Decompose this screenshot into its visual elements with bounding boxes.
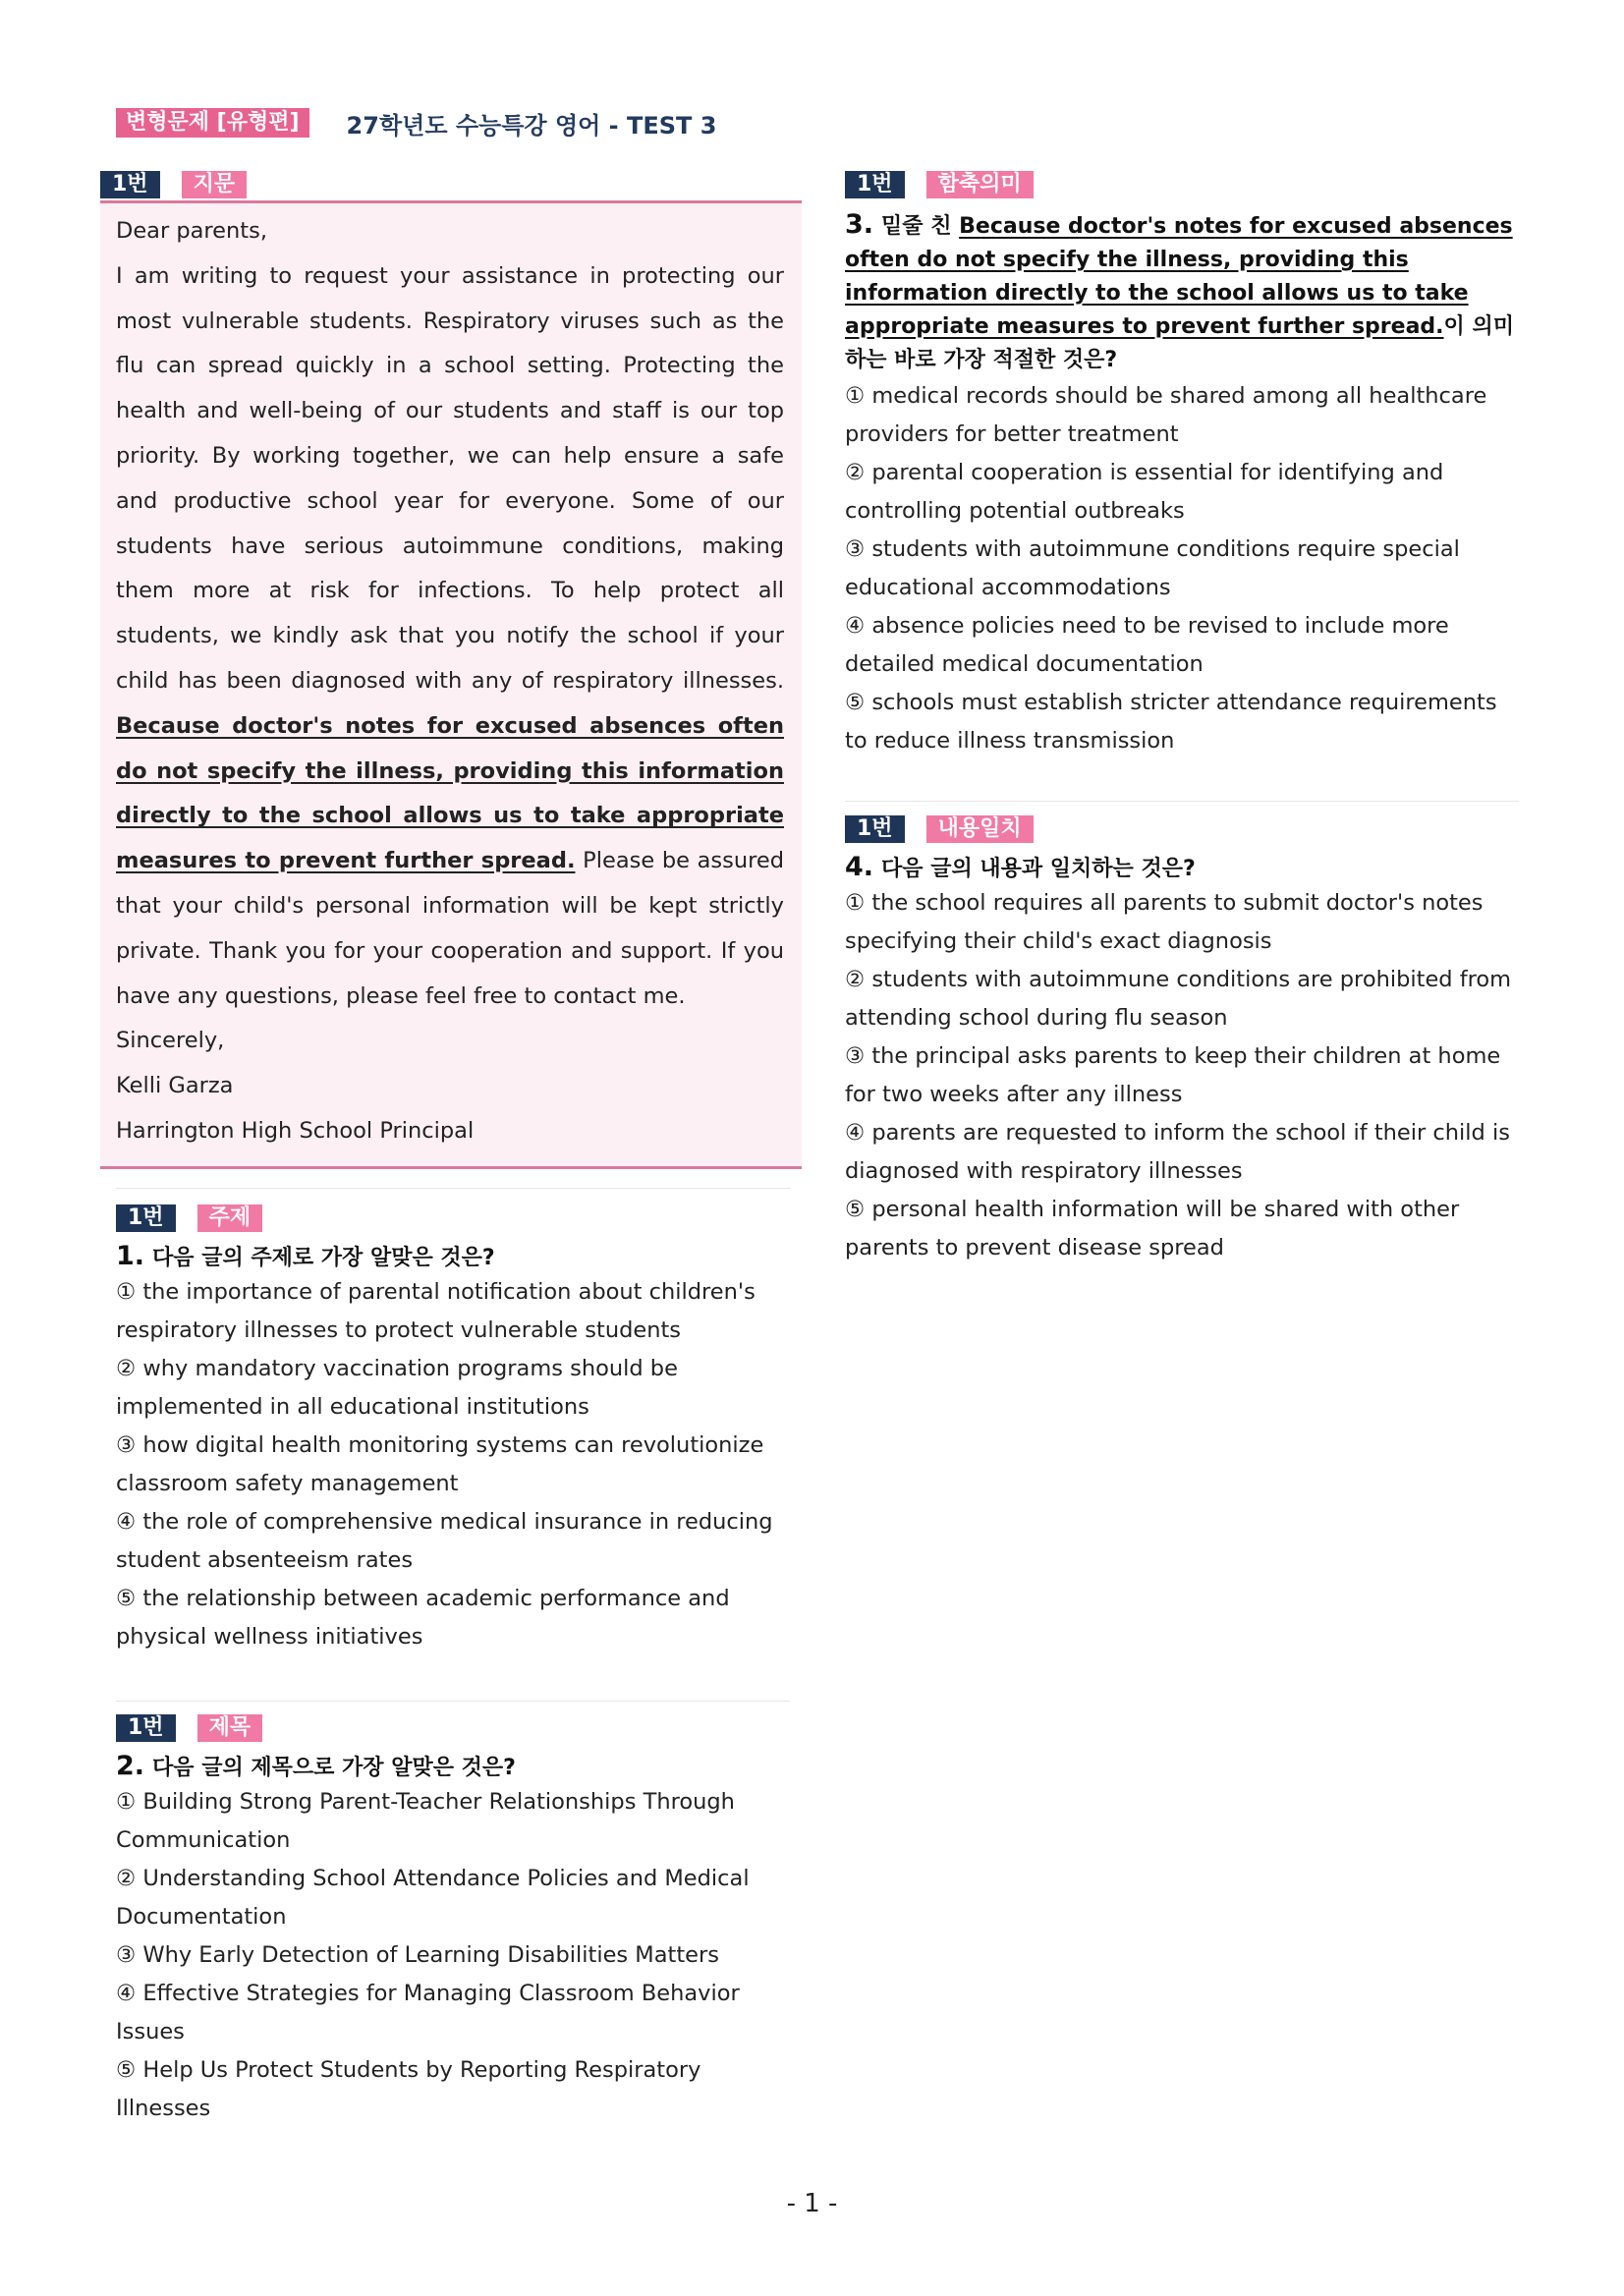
question-1-text: 다음 글의 주제로 가장 알맞은 것은? bbox=[152, 1246, 495, 1270]
option[interactable]: ③ how digital health monitoring systems can revolutionize classroom safety management bbox=[116, 1432, 764, 1496]
question-1-number-tag: 1번 bbox=[116, 1204, 176, 1232]
question-3-title bbox=[845, 208, 1519, 377]
passage-signature-role: Harrington High School Principal bbox=[116, 1117, 475, 1144]
question-3-prefix: 밑줄 친 bbox=[881, 214, 952, 239]
question-2 bbox=[116, 1714, 790, 2128]
question-3 bbox=[845, 171, 1519, 760]
question-4-type-label: 내용일치 bbox=[926, 815, 1034, 843]
question-4-number: 4. bbox=[845, 852, 874, 882]
page-header bbox=[116, 108, 716, 138]
option[interactable]: ② why mandatory vaccination programs should be implemented in all educational institutions bbox=[116, 1356, 678, 1420]
option[interactable]: ② parental cooperation is essential for identifying and controlling potential outbreaks bbox=[845, 460, 1444, 524]
question-1-options bbox=[116, 1273, 790, 1656]
divider bbox=[116, 1701, 790, 1702]
question-4-options bbox=[845, 884, 1519, 1267]
question-4-title bbox=[845, 853, 1519, 884]
page-number: - 1 - bbox=[786, 2189, 838, 2218]
worksheet-type-tag: 변형문제 [유형편] bbox=[116, 108, 309, 138]
option[interactable]: ① the school requires all parents to submit doctor's notes specifying their child's exact diagnosis bbox=[845, 890, 1484, 954]
option[interactable]: ⑤ schools must establish stricter attendance requirements to reduce illness transmission bbox=[845, 690, 1497, 754]
question-1-type-label: 주제 bbox=[197, 1204, 263, 1232]
question-1-number: 1. bbox=[116, 1241, 145, 1271]
passage-text bbox=[116, 209, 784, 1154]
question-4-text: 다음 글의 내용과 일치하는 것은? bbox=[881, 857, 1196, 881]
option[interactable]: ① Building Strong Parent-Teacher Relationships Through Communication bbox=[116, 1789, 735, 1853]
option[interactable]: ④ the role of comprehensive medical insurance in reducing student absenteeism rates bbox=[116, 1509, 773, 1573]
question-4-labels bbox=[845, 815, 1519, 843]
question-3-number: 3. bbox=[845, 209, 874, 240]
question-2-number-tag: 1번 bbox=[116, 1714, 176, 1742]
question-3-number-tag: 1번 bbox=[845, 171, 905, 198]
option[interactable]: ⑤ Help Us Protect Students by Reporting Respiratory Illnesses bbox=[116, 2057, 701, 2121]
question-1-title bbox=[116, 1242, 790, 1273]
option[interactable]: ③ students with autoimmune conditions require special educational accommodations bbox=[845, 536, 1460, 600]
option[interactable]: ④ absence policies need to be revised to include more detailed medical documentation bbox=[845, 613, 1449, 677]
passage-label: 지문 bbox=[182, 171, 248, 198]
passage-underlined-sentence: Because doctor's notes for excused absences often do not specify the illness, providing this information directly to the school allows us to take appropriate measures to prevent further spread. bbox=[116, 712, 784, 874]
option[interactable]: ⑤ personal health information will be shared with other parents to prevent disease spread bbox=[845, 1197, 1460, 1260]
option[interactable]: ⑤ the relationship between academic performance and physical wellness initiatives bbox=[116, 1586, 730, 1650]
passage-body-after: Please be assured that your child's personal information will be kept strictly private. Thank you for your cooperation and support. If you have any questions, please feel free to contact me. bbox=[116, 848, 784, 1009]
question-3-underlined: Because doctor's notes for excused absences often do not specify the illness, providing this information directly to the school allows us to take appropriate measures to prevent further spread. bbox=[845, 214, 1513, 339]
passage-signature-name: Kelli Garza bbox=[116, 1073, 234, 1099]
passage-greeting: Dear parents, bbox=[116, 218, 267, 244]
question-1 bbox=[116, 1204, 790, 1656]
question-1-labels bbox=[116, 1204, 790, 1232]
option[interactable]: ③ the principal asks parents to keep their children at home for two weeks after any illness bbox=[845, 1043, 1501, 1107]
question-2-labels bbox=[116, 1714, 790, 1742]
question-3-type-label: 함축의미 bbox=[926, 171, 1034, 198]
question-2-options bbox=[116, 1783, 790, 2128]
option[interactable]: ① medical records should be shared among all healthcare providers for better treatment bbox=[845, 383, 1487, 447]
question-2-text: 다음 글의 제목으로 가장 알맞은 것은? bbox=[152, 1756, 516, 1780]
question-2-title bbox=[116, 1752, 790, 1783]
option[interactable]: ③ Why Early Detection of Learning Disabilities Matters bbox=[116, 1942, 719, 1968]
question-3-labels bbox=[845, 171, 1519, 198]
option[interactable]: ② Understanding School Attendance Policies and Medical Documentation bbox=[116, 1866, 750, 1930]
passage-body bbox=[116, 254, 784, 1020]
divider bbox=[116, 1188, 790, 1189]
option[interactable]: ② students with autoimmune conditions are prohibited from attending school during flu season bbox=[845, 967, 1512, 1031]
question-4 bbox=[845, 815, 1519, 1267]
passage-closing: Sincerely, bbox=[116, 1028, 225, 1054]
question-4-number-tag: 1번 bbox=[845, 815, 905, 843]
question-2-number: 2. bbox=[116, 1751, 145, 1781]
option[interactable]: ④ parents are requested to inform the school if their child is diagnosed with respiratory illnesses bbox=[845, 1120, 1510, 1184]
divider bbox=[845, 801, 1519, 802]
question-3-options bbox=[845, 377, 1519, 760]
page-title: 27학년도 수능특강 영어 - TEST 3 bbox=[346, 111, 717, 140]
option[interactable]: ① the importance of parental notification about children's respiratory illnesses to protect vulnerable students bbox=[116, 1279, 756, 1343]
question-2-type-label: 제목 bbox=[197, 1714, 263, 1742]
passage-body-before: I am writing to request your assistance in protecting our most vulnerable students. Respiratory viruses such as the flu can spread quickly in a school setting. Protecting the health and well-being of our students and staff is our top priority. By working together, we can help ensure a safe and productive school year for everyone. Some of our students have serious autoimmune conditions, making them more at risk for infections. To help protect all students, we kindly ask that you notify the school if your child has been diagnosed with any of respiratory illnesses. bbox=[116, 262, 784, 694]
option[interactable]: ④ Effective Strategies for Managing Classroom Behavior Issues bbox=[116, 1981, 740, 2044]
passage-number-tag: 1번 bbox=[100, 171, 160, 198]
question-3-suffix: 이 의미하는 바로 가장 적절한 것은? bbox=[845, 314, 1514, 372]
passage-labels bbox=[100, 171, 802, 198]
